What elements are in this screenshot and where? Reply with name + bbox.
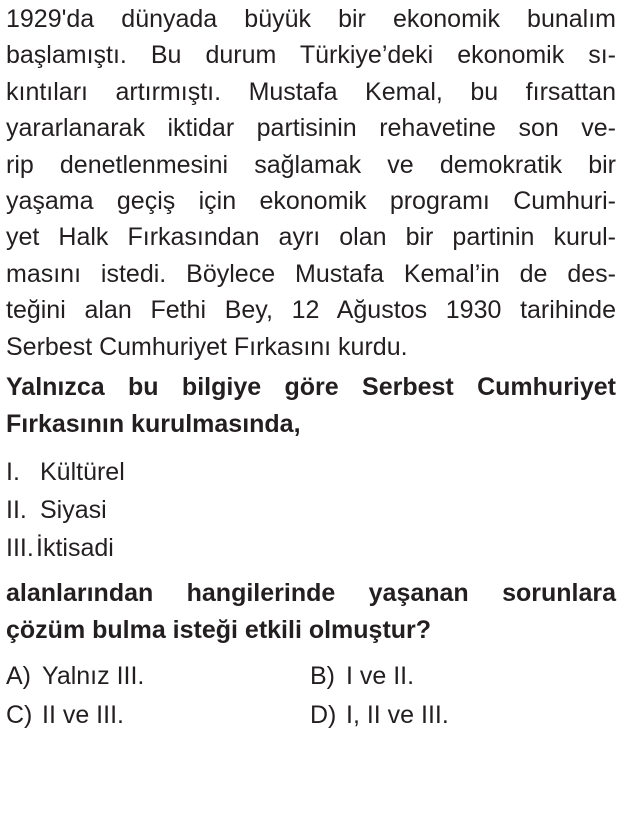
item-number: III. <box>6 534 34 563</box>
passage-line: teğini alan Fethi Bey, 12 Ağustos 1930 tarihinde <box>6 296 616 325</box>
question-tail <box>6 575 616 649</box>
option-text: I, II ve III. <box>346 701 449 730</box>
tail-line: çözüm bulma isteği etkili olmuştur? <box>6 616 432 645</box>
option-d[interactable] <box>310 696 614 735</box>
question-stem <box>6 369 616 443</box>
passage-line: rip denetlenmesini sağlamak ve demokratik bir <box>6 150 616 179</box>
roman-numeral-list <box>6 453 616 567</box>
list-item <box>6 453 616 491</box>
option-text: Yalnız III. <box>42 662 145 691</box>
passage-line: kıntıları artırmıştı. Mustafa Kemal, bu fırsattan <box>6 77 616 106</box>
list-item <box>6 529 616 567</box>
passage-line: Serbest Cumhuriyet Fırkasını kurdu. <box>6 332 408 361</box>
passage-line: yararlanarak iktidar partisinin rehavetine son ve- <box>6 114 616 143</box>
option-letter: C) <box>6 701 33 730</box>
item-number: I. <box>6 458 20 487</box>
passage-line: 1929'da dünyada büyük bir ekonomik bunalım <box>6 5 616 33</box>
option-letter: A) <box>6 662 31 691</box>
option-text: I ve II. <box>346 662 415 691</box>
stem-line: Yalnızca bu bilgiye göre Serbest Cumhuriyet <box>6 373 616 402</box>
option-b[interactable] <box>310 657 614 696</box>
passage-line: yaşama geçiş için ekonomik programı Cumhuri- <box>6 187 616 216</box>
passage-text <box>6 0 616 365</box>
item-number: II. <box>6 496 27 525</box>
option-a[interactable] <box>6 657 310 696</box>
tail-line: alanlarından hangilerinde yaşanan sorunlara <box>6 579 616 608</box>
passage-line: masını istedi. Böylece Mustafa Kemal’in de des- <box>6 259 616 288</box>
stem-line: Fırkasının kurulmasında, <box>6 410 301 439</box>
item-text: Kültürel <box>40 458 125 487</box>
option-c[interactable] <box>6 696 310 735</box>
passage-line: yet Halk Fırkasından ayrı olan bir partinin kurul- <box>6 223 616 252</box>
item-text: Siyasi <box>40 496 107 525</box>
option-text: II ve III. <box>42 701 124 730</box>
answer-options <box>6 657 616 735</box>
list-item <box>6 491 616 529</box>
item-text: İktisadi <box>36 534 114 563</box>
passage-line: başlamıştı. Bu durum Türkiye’deki ekonomik sı- <box>6 41 616 70</box>
option-letter: D) <box>310 701 337 730</box>
option-letter: B) <box>310 662 335 691</box>
question-page <box>6 0 616 735</box>
